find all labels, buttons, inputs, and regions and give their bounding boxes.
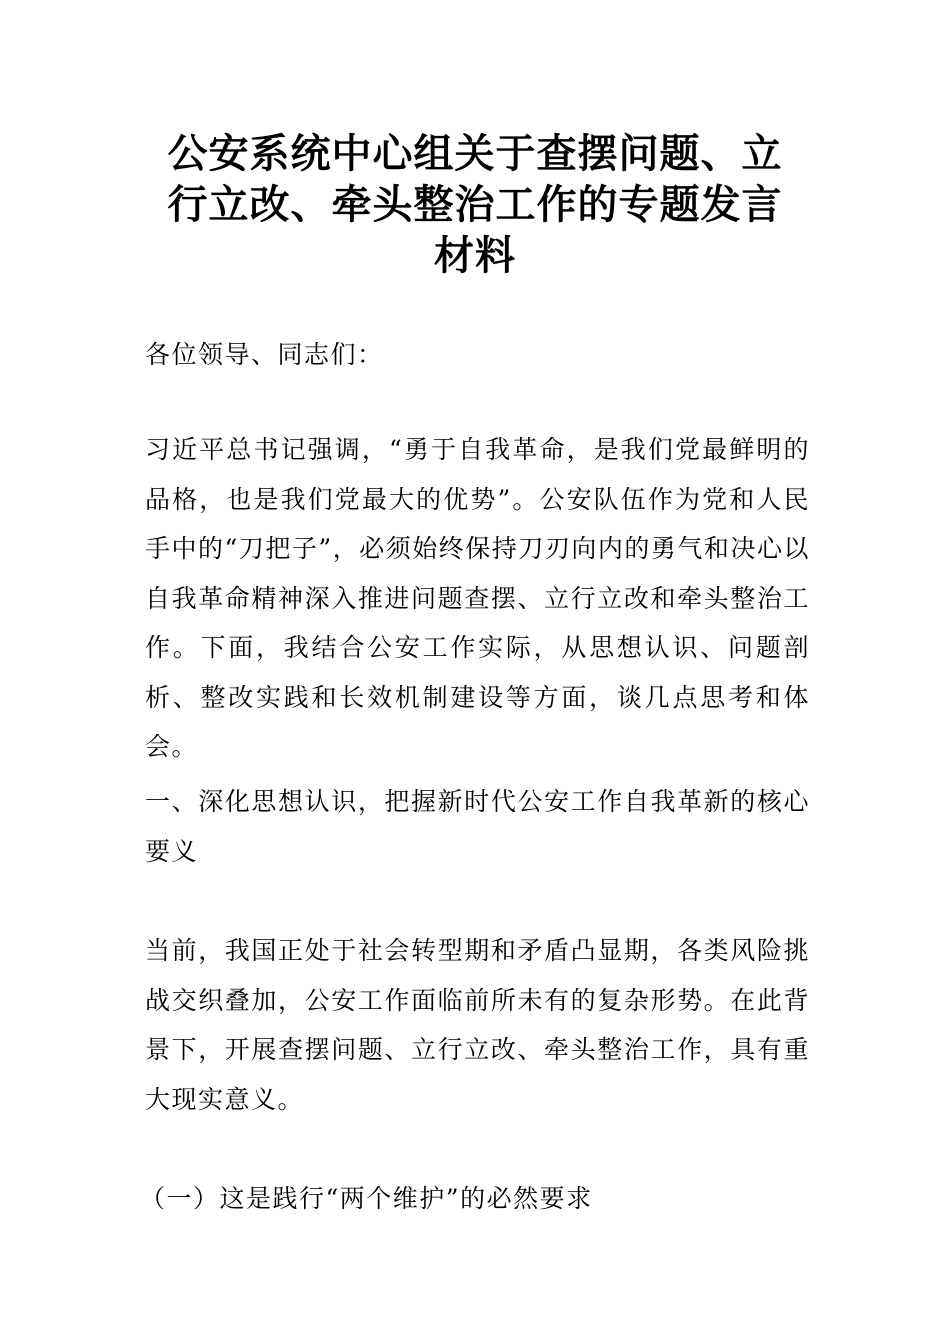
greeting: 各位领导、同志们：: [145, 340, 384, 369]
intro-paragraph: 习近平总书记强调，“勇于自我革命，是我们党最鲜明的品格，也是我们党最大的优势”。公安队伍作为党和人民手中的“刀把子”，必须始终保持刀刃向内的勇气和决心以自我革命精神深入推进问题查摆、立行立改和牵头整治工作。下面，我结合公安工作实际，从思想认识、问题剖析、整改实践和长效机制建设等方面，谈几点思考和体会。: [145, 435, 810, 761]
subsection-heading-1: （一）这是践行“两个维护”的必然要求: [140, 1184, 593, 1213]
section-heading-1: 一、深化思想认识，把握新时代公安工作自我革新的核心要义: [145, 787, 810, 866]
section-1-paragraph: 当前，我国正处于社会转型期和矛盾凸显期，各类风险挑战交织叠加，公安工作面临前所未有的复杂形势。在此背景下，开展查摆问题、立行立改、牵头整治工作，具有重大现实意义。: [145, 936, 810, 1114]
document-title: 公安系统中心组关于查摆问题、立行立改、牵头整治工作的专题发言材料: [167, 130, 783, 279]
